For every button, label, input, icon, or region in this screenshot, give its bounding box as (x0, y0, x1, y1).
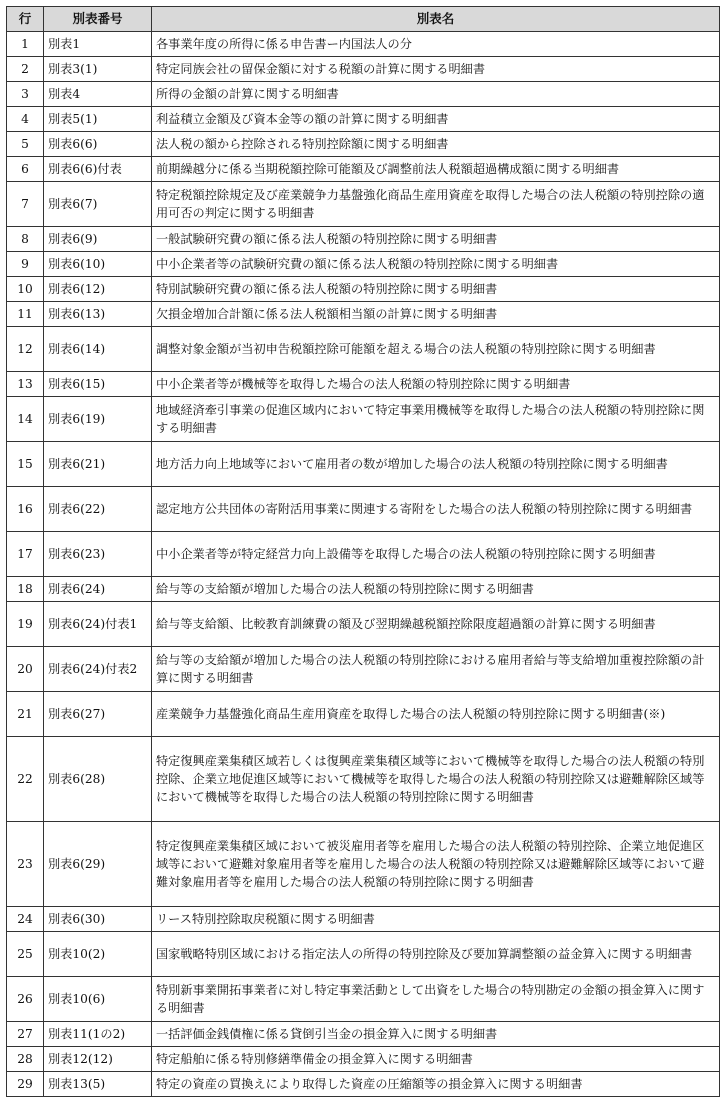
schedule-number: 別表6(7) (44, 182, 152, 227)
schedule-number: 別表6(15) (44, 372, 152, 397)
schedule-name: 国家戦略特別区域における指定法人の所得の特別控除及び要加算調整額の益金算入に関する明細書 (152, 932, 720, 977)
schedule-number: 別表1 (44, 32, 152, 57)
schedule-name: 前期繰越分に係る当期税額控除可能額及び調整前法人税額超過構成額に関する明細書 (152, 157, 720, 182)
schedule-name: 給与等の支給額が増加した場合の法人税額の特別控除に関する明細書 (152, 577, 720, 602)
schedule-number: 別表11(1の2) (44, 1022, 152, 1047)
row-number: 21 (7, 692, 44, 737)
schedule-name: 中小企業者等が機械等を取得した場合の法人税額の特別控除に関する明細書 (152, 372, 720, 397)
table-row (7, 932, 720, 977)
schedule-name: 欠損金増加合計額に係る法人税額相当額の計算に関する明細書 (152, 302, 720, 327)
schedule-number: 別表6(24) (44, 577, 152, 602)
schedule-name: 地方活力向上地域等において雇用者の数が増加した場合の法人税額の特別控除に関する明細書 (152, 442, 720, 487)
schedule-name: 特定復興産業集積区域において被災雇用者等を雇用した場合の法人税額の特別控除、企業立地促進区域等において避難対象雇用者等を雇用した場合の法人税額の特別控除又は避難解除区域等において避難対象雇用者等を雇用した場合の法人税額の特別控除に関する明細書 (152, 822, 720, 907)
table-row (7, 397, 720, 442)
schedule-number: 別表6(22) (44, 487, 152, 532)
table-row (7, 157, 720, 182)
schedule-name: 法人税の額から控除される特別控除額に関する明細書 (152, 132, 720, 157)
table-row (7, 532, 720, 577)
table-row (7, 977, 720, 1022)
row-number: 22 (7, 737, 44, 822)
row-number: 18 (7, 577, 44, 602)
row-number: 14 (7, 397, 44, 442)
row-number: 17 (7, 532, 44, 577)
table-row (7, 372, 720, 397)
schedule-name: 認定地方公共団体の寄附活用事業に関連する寄附をした場合の法人税額の特別控除に関する明細書 (152, 487, 720, 532)
table-row (7, 822, 720, 907)
schedule-number: 別表5(1) (44, 107, 152, 132)
row-number: 1 (7, 32, 44, 57)
row-number: 19 (7, 602, 44, 647)
row-number: 2 (7, 57, 44, 82)
schedule-name: 特定の資産の買換えにより取得した資産の圧縮額等の損金算入に関する明細書 (152, 1072, 720, 1097)
table-row (7, 252, 720, 277)
schedule-number: 別表6(30) (44, 907, 152, 932)
table-row (7, 227, 720, 252)
row-number: 27 (7, 1022, 44, 1047)
header-schedule-number: 別表番号 (44, 7, 152, 32)
schedule-number: 別表10(6) (44, 977, 152, 1022)
table-row (7, 692, 720, 737)
table-row (7, 302, 720, 327)
schedule-name: 特定同族会社の留保金額に対する税額の計算に関する明細書 (152, 57, 720, 82)
schedule-number: 別表6(24)付表2 (44, 647, 152, 692)
header-row-number: 行 (7, 7, 44, 32)
table-row (7, 132, 720, 157)
schedule-number: 別表13(5) (44, 1072, 152, 1097)
schedule-number: 別表6(23) (44, 532, 152, 577)
schedule-name: 特別新事業開拓事業者に対し特定事業活動として出資をした場合の特別勘定の金額の損金算入に関する明細書 (152, 977, 720, 1022)
row-number: 6 (7, 157, 44, 182)
row-number: 7 (7, 182, 44, 227)
schedule-number: 別表6(29) (44, 822, 152, 907)
schedule-number: 別表3(1) (44, 57, 152, 82)
row-number: 15 (7, 442, 44, 487)
row-number: 13 (7, 372, 44, 397)
table-row (7, 1022, 720, 1047)
schedule-name: 特定税額控除規定及び産業競争力基盤強化商品生産用資産を取得した場合の法人税額の特別控除の適用可否の判定に関する明細書 (152, 182, 720, 227)
row-number: 26 (7, 977, 44, 1022)
schedule-table (6, 6, 720, 1097)
row-number: 8 (7, 227, 44, 252)
table-row (7, 442, 720, 487)
table-row (7, 57, 720, 82)
schedule-name: 各事業年度の所得に係る申告書ー内国法人の分 (152, 32, 720, 57)
schedule-number: 別表10(2) (44, 932, 152, 977)
table-row (7, 647, 720, 692)
row-number: 24 (7, 907, 44, 932)
schedule-name: 調整対象金額が当初申告税額控除可能額を超える場合の法人税額の特別控除に関する明細書 (152, 327, 720, 372)
schedule-number: 別表6(28) (44, 737, 152, 822)
schedule-name: 特別試験研究費の額に係る法人税額の特別控除に関する明細書 (152, 277, 720, 302)
row-number: 20 (7, 647, 44, 692)
schedule-name: 中小企業者等が特定経営力向上設備等を取得した場合の法人税額の特別控除に関する明細書 (152, 532, 720, 577)
row-number: 9 (7, 252, 44, 277)
schedule-number: 別表6(19) (44, 397, 152, 442)
schedule-number: 別表6(6) (44, 132, 152, 157)
table-row (7, 1047, 720, 1072)
row-number: 4 (7, 107, 44, 132)
schedule-name: 特定船舶に係る特別修繕準備金の損金算入に関する明細書 (152, 1047, 720, 1072)
table-row (7, 487, 720, 532)
schedule-name: 一括評価金銭債権に係る貸倒引当金の損金算入に関する明細書 (152, 1022, 720, 1047)
table-row (7, 1072, 720, 1097)
schedule-number: 別表6(6)付表 (44, 157, 152, 182)
table-row (7, 107, 720, 132)
table-row (7, 277, 720, 302)
schedule-name: 給与等支給額、比較教育訓練費の額及び翌期繰越税額控除限度超過額の計算に関する明細書 (152, 602, 720, 647)
schedule-name: 地域経済牽引事業の促進区域内において特定事業用機械等を取得した場合の法人税額の特別控除に関する明細書 (152, 397, 720, 442)
schedule-name: 特定復興産業集積区域若しくは復興産業集積区域等において機械等を取得した場合の法人税額の特別控除、企業立地促進区域等において機械等を取得した場合の法人税額の特別控除又は避難解除区域等において機械等を取得した場合の法人税額の特別控除に関する明細書 (152, 737, 720, 822)
table-row (7, 182, 720, 227)
table-row (7, 327, 720, 372)
schedule-number: 別表12(12) (44, 1047, 152, 1072)
row-number: 16 (7, 487, 44, 532)
row-number: 11 (7, 302, 44, 327)
schedule-number: 別表6(21) (44, 442, 152, 487)
table-row (7, 737, 720, 822)
schedule-number: 別表6(14) (44, 327, 152, 372)
table-row (7, 602, 720, 647)
row-number: 29 (7, 1072, 44, 1097)
table-row (7, 577, 720, 602)
row-number: 12 (7, 327, 44, 372)
table-row (7, 32, 720, 57)
schedule-number: 別表6(24)付表1 (44, 602, 152, 647)
schedule-name: 一般試験研究費の額に係る法人税額の特別控除に関する明細書 (152, 227, 720, 252)
row-number: 5 (7, 132, 44, 157)
schedule-name: 給与等の支給額が増加した場合の法人税額の特別控除における雇用者給与等支給増加重複控除額の計算に関する明細書 (152, 647, 720, 692)
header-schedule-name: 別表名 (152, 7, 720, 32)
schedule-name: 産業競争力基盤強化商品生産用資産を取得した場合の法人税額の特別控除に関する明細書(※) (152, 692, 720, 737)
table-row (7, 907, 720, 932)
schedule-name: 中小企業者等の試験研究費の額に係る法人税額の特別控除に関する明細書 (152, 252, 720, 277)
row-number: 10 (7, 277, 44, 302)
row-number: 3 (7, 82, 44, 107)
schedule-name: リース特別控除取戻税額に関する明細書 (152, 907, 720, 932)
row-number: 25 (7, 932, 44, 977)
row-number: 28 (7, 1047, 44, 1072)
schedule-number: 別表6(12) (44, 277, 152, 302)
schedule-number: 別表6(9) (44, 227, 152, 252)
schedule-number: 別表6(10) (44, 252, 152, 277)
table-header-row (7, 7, 720, 32)
table-row (7, 82, 720, 107)
schedule-number: 別表6(13) (44, 302, 152, 327)
row-number: 23 (7, 822, 44, 907)
schedule-name: 所得の金額の計算に関する明細書 (152, 82, 720, 107)
schedule-number: 別表6(27) (44, 692, 152, 737)
schedule-number: 別表4 (44, 82, 152, 107)
schedule-name: 利益積立金額及び資本金等の額の計算に関する明細書 (152, 107, 720, 132)
